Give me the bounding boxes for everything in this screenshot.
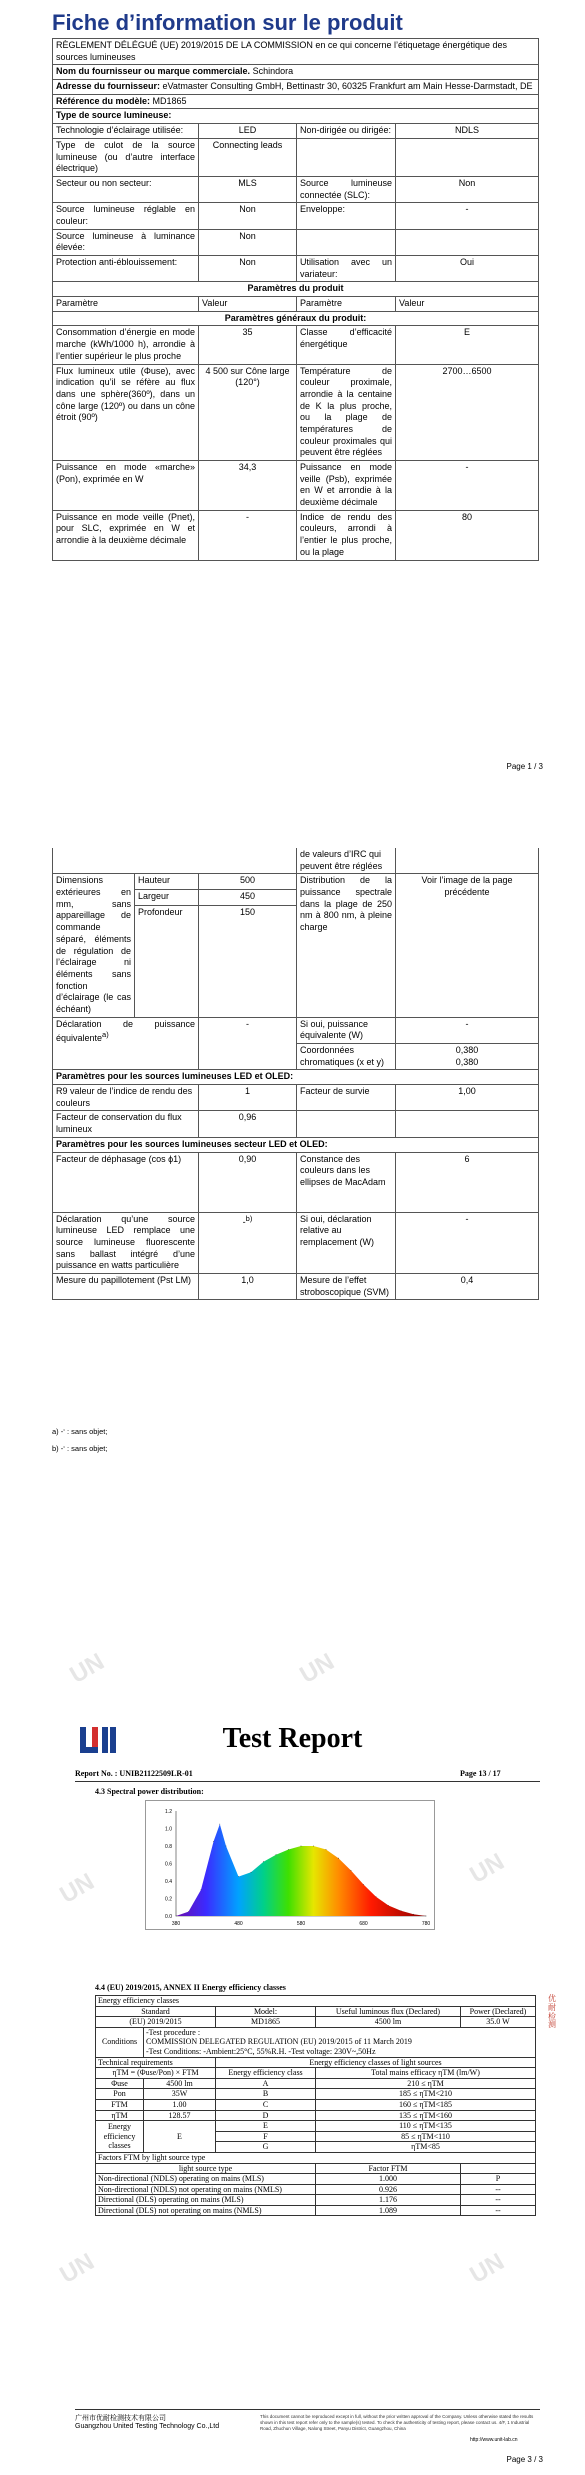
spectrum-point (301, 1846, 302, 1847)
ftm-mark: -- (461, 2195, 536, 2206)
replace-value: - (242, 1216, 246, 1227)
params-header: Paramètres du produit (53, 282, 539, 297)
x-tick-label: 580 (296, 1921, 306, 1927)
model-label: Référence du modèle: (56, 95, 151, 106)
spectrum-point (201, 1889, 202, 1890)
class-range: 185 ≤ ηTM<210 (316, 2089, 536, 2100)
spectrum-point (213, 1841, 214, 1842)
tech-req: Technical requirements (96, 2057, 216, 2068)
class-letter: B (216, 2089, 316, 2100)
y-tick-label: 0.0 (165, 1914, 172, 1920)
page-3 (0, 1595, 585, 2475)
footer-rule (75, 2409, 540, 2410)
x-tick-label: 480 (234, 1921, 243, 1927)
survival-value: 1,00 (396, 1085, 539, 1111)
flicker-label: Mesure du papillotement (Pst LM) (53, 1273, 199, 1299)
info-row (53, 229, 539, 255)
report-title: Test Report (222, 1723, 363, 1754)
ftm-mark: -- (461, 2205, 536, 2216)
param-value: - (199, 510, 297, 560)
report-number: Report No. : UNIB21122509LR-01 (75, 1769, 193, 1778)
param-label: Technologie d’éclairage utilisée: (53, 124, 199, 139)
param-label-2: Indice de rendu des couleurs, arrondi à l’entier le plus proche, ou la plage (297, 510, 396, 560)
spectrum-point (288, 1849, 289, 1850)
param-value-2: Oui (396, 256, 539, 282)
phase-value: 0,90 (199, 1152, 297, 1212)
general-header: Paramètres généraux du produit: (53, 311, 539, 326)
class-row (96, 2121, 536, 2132)
class-row (96, 2078, 536, 2089)
param-label: Flux lumineux utile (Φuse), avec indication qu’il se réfère au flux dans une sphère(360º), dans un cône large (120º) ou dans un cône étroit (90º) (53, 364, 199, 461)
class-range: 160 ≤ ηTM<185 (316, 2099, 536, 2110)
watermark-glyph: UN (295, 1648, 339, 1689)
param-name: FTM (96, 2099, 144, 2110)
replace-w-value: - (396, 1212, 539, 1273)
spectrum-point (263, 1861, 264, 1862)
param-value-2 (396, 138, 539, 176)
chroma-label: Coordonnées chromatiques (x et y) (297, 1044, 396, 1070)
r9-value: 1 (199, 1085, 297, 1111)
dim-name-1: Largeur (135, 890, 199, 906)
page-2 (0, 795, 585, 1595)
cri-cont: de valeurs d’IRC qui peuvent être réglées (297, 848, 396, 874)
note-a: a) -‘ : sans objet; (52, 1427, 108, 1436)
spectrum-point (226, 1846, 227, 1847)
param-value-2: NDLS (396, 124, 539, 139)
y-tick-label: 0.6 (165, 1861, 172, 1868)
stamp-text: 优耐检测 (548, 1994, 556, 2030)
equiv-value: - (396, 1017, 539, 1043)
r9-label: R9 valeur de l’indice de rendu des couleurs (53, 1085, 199, 1111)
param-value: Connecting leads (199, 138, 297, 176)
ftm-factor: 1.000 (316, 2174, 461, 2185)
info-row (53, 124, 539, 139)
class-letter: E (216, 2121, 316, 2132)
col-model: Model: (216, 2006, 316, 2017)
watermark-glyph: UN (465, 1848, 509, 1889)
spectrum-point (176, 1916, 177, 1917)
flicker-value: 1,0 (199, 1273, 297, 1299)
col-param-1: Paramètre (53, 297, 199, 312)
param-label: Consommation d’énergie en mode marche (kWh/1000 h), arrondie à l’entier supérieur le plus proche (53, 326, 199, 364)
spectrum-point (338, 1858, 339, 1859)
product-info-table (52, 38, 539, 561)
param-label: Source lumineuse réglable en couleur: (53, 203, 199, 229)
ftm-type: Non-directional (NDLS) operating on mains (MLS) (96, 2174, 316, 2185)
mains-header: Paramètres pour les sources lumineuses secteur LED et OLED: (53, 1137, 539, 1152)
formula: ηTM = (Φuse/Pon) × FTM (96, 2068, 216, 2079)
info-row (53, 203, 539, 229)
class-row (96, 2099, 536, 2110)
led-header: Paramètres pour les sources lumineuses LED et OLED: (53, 1070, 539, 1085)
watermark-glyph: UN (65, 1648, 109, 1689)
spectrum-point (426, 1916, 427, 1917)
param-label: Secteur ou non secteur: (53, 176, 199, 202)
y-tick-label: 1.0 (165, 1826, 172, 1833)
class-letter: D (216, 2110, 316, 2121)
param-label-2: Non-dirigée ou dirigée: (297, 124, 396, 139)
param-label-2: Classe d’efficacité énergétique (297, 326, 396, 364)
col-power: Power (Declared) (461, 2006, 536, 2017)
ftm-type: Directional (DLS) not operating on mains (NMLS) (96, 2205, 316, 2216)
class-letter: C (216, 2099, 316, 2110)
chroma-values (396, 1044, 539, 1070)
ftm-factor: 1.176 (316, 2195, 461, 2206)
param-value: LED (199, 124, 297, 139)
conditions-text (144, 2027, 536, 2057)
param-value: 35W (144, 2089, 216, 2100)
param-value: 1.00 (144, 2099, 216, 2110)
spectrum-point (401, 1910, 402, 1911)
strobo-value: 0,4 (396, 1273, 539, 1299)
dim-name-2: Profondeur (135, 905, 199, 1017)
class-range: 135 ≤ ηTM<160 (316, 2110, 536, 2121)
ftm-row (96, 2195, 536, 2206)
spectrum-point (326, 1849, 327, 1850)
class-letter: A (216, 2078, 316, 2089)
replace-cell (199, 1212, 297, 1273)
info-row (53, 461, 539, 511)
ee-classes-label: Energy efficiency classes (96, 1996, 536, 2007)
info-row (53, 326, 539, 364)
model-value: MD1865 (216, 2017, 316, 2028)
footer-company (75, 2415, 219, 2432)
ftm-col-type: light source type (96, 2163, 316, 2174)
param-label-2 (297, 138, 396, 176)
param-value: 4 500 sur Cône large (120°) (199, 364, 297, 461)
param-value-2: 2700…6500 (396, 364, 539, 461)
ftm-factor: 1.089 (316, 2205, 461, 2216)
info-row (53, 364, 539, 461)
product-info-table-cont (52, 848, 539, 1300)
dim-name-0: Hauteur (135, 874, 199, 890)
equiv-label: Si oui, puissance équivalente (W) (297, 1017, 396, 1043)
ftm-type: Directional (DLS) operating on mains (MLS) (96, 2195, 316, 2206)
std-value: (EU) 2019/2015 (96, 2017, 216, 2028)
dim-value-1: 450 (199, 890, 297, 906)
dim-value-2: 150 (199, 905, 297, 1017)
param-label: Puissance en mode «marche» (Pon), exprimée en W (53, 461, 199, 511)
page-number: Page 3 / 3 (506, 2455, 543, 2464)
col-flux: Useful luminous flux (Declared) (316, 2006, 461, 2017)
param-label-2: Puissance en mode veille (Psb), exprimée en W et arrondie à la deuxième décimale (297, 461, 396, 511)
param-name: ηTM (96, 2110, 144, 2121)
declared-value: - (199, 1017, 297, 1070)
power-value: 35.0 W (461, 2017, 536, 2028)
strobo-label: Mesure de l’effet stroboscopique (SVM) (297, 1273, 396, 1299)
param-value: 4500 lm (144, 2078, 216, 2089)
address-value: eVatmaster Consulting GmbH, Bettinastr 30, 60325 Frankfurt am Main Hesse-Darmstadt, DE (162, 81, 533, 92)
ee-result-label: Energy efficiency classes (96, 2121, 144, 2153)
class-range: 210 ≤ ηTM (316, 2078, 536, 2089)
x-tick-label: 680 (359, 1921, 368, 1927)
lumen-label: Facteur de conservation du flux lumineux (53, 1111, 199, 1137)
ftm-mark: -- (461, 2184, 536, 2195)
watermark-glyph: UN (55, 1868, 99, 1909)
ftm-heading: Factors FTM by light source type (96, 2152, 536, 2163)
ee-result-value: E (144, 2121, 216, 2153)
footer-notice: This document cannot be reproduced except in full, without the prior written approval of the Company. Unless otherwise stated the results shown in this test report refer only to the sample(s) tested. To check the authenticity of testing report, please contact us. 4/F, 1 Industrial Road, Zhuchun Village, Nalong Street, Panyu District, Guangzhou, China (260, 2414, 534, 2431)
supplier-label: Nom du fournisseur ou marque commerciale. (56, 66, 251, 77)
replace-label: Déclaration qu’une source lumineuse LED remplace une source lumineuse fluorescente sans ballast intégré d’une puissance en watts particulière (53, 1212, 199, 1273)
class-range: 85 ≤ ηTM<110 (316, 2131, 536, 2142)
param-name: Pon (96, 2089, 144, 2100)
info-row (53, 138, 539, 176)
page-title: Fiche d’information sur le produit (52, 10, 403, 35)
spectrum-point (188, 1911, 189, 1912)
col-param-2: Paramètre (297, 297, 396, 312)
replace-sup: b) (245, 1213, 253, 1223)
spectral-value: Voir l’image de la page précédente (396, 874, 539, 1017)
conditions-line: -Test Conditions: -Ambient:25°C, 55%R.H. -Test voltage: 230V~,50Hz (146, 2046, 376, 2056)
y-tick-label: 0.2 (165, 1896, 172, 1903)
declared-sup: a) (102, 1030, 109, 1040)
param-value: 34,3 (199, 461, 297, 511)
supplier-row (53, 65, 539, 80)
regulation-text: RÈGLEMENT DÉLÉGUÉ (UE) 2019/2015 DE LA COMMISSION en ce qui concerne l’étiquetage énergétique des sources lumineuses (53, 39, 539, 65)
param-label-2 (297, 229, 396, 255)
param-value-2: Non (396, 176, 539, 202)
y-tick-label: 0.8 (165, 1844, 172, 1850)
spectral-chart (145, 1800, 435, 1930)
conditions-label: Conditions (96, 2027, 144, 2057)
flux-value: 4500 lm (316, 2017, 461, 2028)
x-tick-label: 780 (421, 1921, 431, 1927)
class-range: 110 ≤ ηTM<135 (316, 2121, 536, 2132)
param-value: 128.57 (144, 2110, 216, 2121)
class-letter: F (216, 2131, 316, 2142)
conditions-line: COMMISSION DELEGATED REGULATION (EU) 2019/2015 of 11 March 2019 (146, 2037, 412, 2047)
ftm-row (96, 2184, 536, 2195)
declared-label: Déclaration de puissance équivalente (56, 1018, 195, 1044)
phase-label: Facteur de déphasage (cos ϕ1) (53, 1152, 199, 1212)
param-value-2 (396, 229, 539, 255)
watermark-glyph: UN (55, 2248, 99, 2289)
macadam-value: 6 (396, 1152, 539, 1212)
page-number: Page 1 / 3 (506, 762, 543, 771)
dim-value-0: 500 (199, 874, 297, 890)
col-value-1: Valeur (199, 297, 297, 312)
param-label: Type de culot de la source lumineuse (ou d’autre interface électrique) (53, 138, 199, 176)
supplier-value: Schindora (252, 66, 294, 77)
dims-label: Dimensions extérieures en mm, sans appareillage de commande séparé, éléments de régulation de l’éclairage ni éléments sans fonction d’éclairage (le cas échéant) (53, 874, 135, 1017)
report-page: Page 13 / 17 (460, 1769, 501, 1778)
spectral-svg (146, 1801, 436, 1931)
lumen-value: 0,96 (199, 1111, 297, 1137)
spectrum-point (413, 1914, 414, 1915)
param-label-2: Utilisation avec un variateur: (297, 256, 396, 282)
col-total: Total mains efficacy ηTM (lm/W) (316, 2068, 536, 2079)
class-letter: G (216, 2142, 316, 2153)
param-value: Non (199, 203, 297, 229)
footer-company-en: Guangzhou United Testing Technology Co.,Ltd (75, 2423, 220, 2431)
param-value: 35 (199, 326, 297, 364)
survival-label: Facteur de survie (297, 1085, 396, 1111)
header-rule (75, 1781, 540, 1782)
type-header: Type de source lumineuse: (53, 109, 539, 124)
ftm-type: Non-directional (NDLS) not operating on mains (NMLS) (96, 2184, 316, 2195)
spectrum-point (313, 1846, 314, 1847)
model-row (53, 94, 539, 109)
info-row (53, 256, 539, 282)
spectrum-point (276, 1854, 277, 1855)
class-range: ηTM<85 (316, 2142, 536, 2153)
param-label-2: Enveloppe: (297, 203, 396, 229)
spectrum-point (238, 1876, 239, 1877)
y-tick-label: 1.2 (165, 1809, 172, 1815)
param-value-2: E (396, 326, 539, 364)
ee-light: Energy efficiency classes of light sources (216, 2057, 536, 2068)
param-label: Source lumineuse à luminance élevée: (53, 229, 199, 255)
col-class: Energy efficiency class (216, 2068, 316, 2079)
replace-w-label: Si oui, déclaration relative au remplacement (W) (297, 1212, 396, 1273)
col-value-2: Valeur (396, 297, 539, 312)
class-row (96, 2089, 536, 2100)
chroma-y: 0,380 (455, 1056, 479, 1067)
spectrum-area (176, 1824, 426, 1916)
param-label: Protection anti-éblouissement: (53, 256, 199, 282)
ftm-mark: P (461, 2174, 536, 2185)
info-row (53, 510, 539, 560)
note-b: b) -‘ : sans objet; (52, 1444, 108, 1453)
col-standard: Standard (96, 2006, 216, 2017)
conditions-line: -Test procedure : (146, 2027, 201, 2037)
spectrum-point (376, 1896, 377, 1897)
spectrum-point (351, 1870, 352, 1871)
ee-heading: 4.4 (EU) 2019/2015, ANNEX II Energy efficiency classes (95, 1983, 286, 1992)
param-label-2: Source lumineuse connectée (SLC): (297, 176, 396, 202)
param-value-2: - (396, 461, 539, 511)
page-1 (0, 0, 585, 795)
param-value: MLS (199, 176, 297, 202)
address-label: Adresse du fournisseur: (56, 81, 161, 92)
ftm-col-factor: Factor FTM (316, 2163, 461, 2174)
param-name: Φuse (96, 2078, 144, 2089)
spectrum-point (363, 1884, 364, 1885)
spectrum-point (219, 1824, 220, 1825)
chroma-x: 0,380 (455, 1045, 479, 1055)
ftm-row (96, 2174, 536, 2185)
class-row (96, 2110, 536, 2121)
address-row (53, 80, 539, 95)
ftm-row (96, 2205, 536, 2216)
spectral-heading: 4.3 Spectral power distribution: (95, 1787, 204, 1796)
footer-url: http://www.unit-lab.cn (470, 2437, 518, 2443)
x-tick-label: 380 (171, 1921, 181, 1927)
energy-efficiency-table (95, 1995, 536, 2216)
footer-company-cn: 广州市优耐检测技术有限公司 (75, 2415, 166, 2422)
y-tick-label: 0.4 (165, 1879, 172, 1885)
ftm-factor: 0.926 (316, 2184, 461, 2195)
declared-cell (53, 1017, 199, 1070)
watermark-glyph: UN (465, 2248, 509, 2289)
param-value-2: 80 (396, 510, 539, 560)
info-row (53, 176, 539, 202)
param-label: Puissance en mode veille (Pnet), pour SLC, exprimée en W et arrondie à la deuxième décimale (53, 510, 199, 560)
param-label-2: Température de couleur proximale, arrondie à la centaine de K la plus proche, ou la plage de températures de couleur proximales qui peuvent être réglées (297, 364, 396, 461)
param-value-2: - (396, 203, 539, 229)
spectrum-point (251, 1872, 252, 1873)
param-value: Non (199, 229, 297, 255)
param-value: Non (199, 256, 297, 282)
macadam-label: Constance des couleurs dans les ellipses de MacAdam (297, 1152, 396, 1212)
spectral-label: Distribution de la puissance spectrale dans la plage de 250 nm à 800 nm, à pleine charge (297, 874, 396, 1017)
model-value: MD1865 (152, 95, 187, 106)
spectrum-point (388, 1905, 389, 1906)
